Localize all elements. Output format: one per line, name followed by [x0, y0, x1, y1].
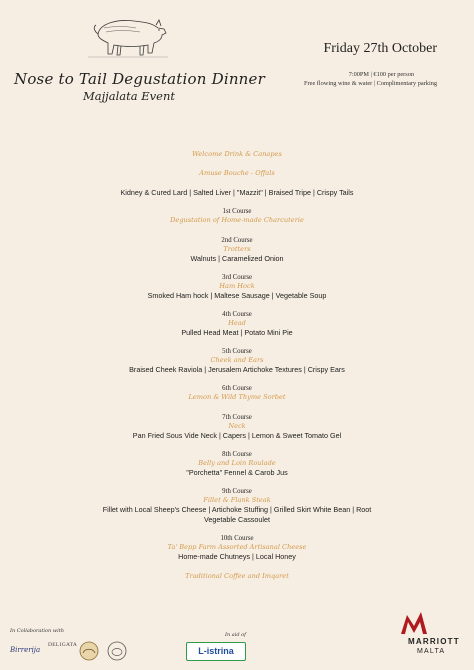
course-dish: Fillet with Local Sheep's Cheese | Artichoke Stuffing | Grilled Skirt White Bean | Root Vegetable Cassoulet	[102, 505, 372, 524]
welcome-drink: Welcome Drink & Canapes	[192, 150, 282, 158]
course-name: Head	[228, 319, 246, 327]
course	[0, 311, 474, 338]
aid-label: In aid of	[225, 632, 247, 638]
hotel-location: MALTA	[417, 648, 446, 655]
course	[0, 348, 474, 375]
course-name: Belly and Loin Roulade	[198, 459, 276, 467]
course-label: 4th Course	[222, 311, 252, 318]
course-label: 5th Course	[222, 348, 252, 355]
course-name: Cheek and Ears	[210, 356, 264, 364]
course-name: Trotters	[223, 245, 251, 253]
event-date: Friday 27th October	[323, 41, 437, 56]
pig-illustration	[82, 8, 174, 64]
amuse-title: Amuse Bouche - Offals	[199, 169, 275, 177]
partner-logo-round	[78, 640, 100, 662]
course	[0, 488, 474, 525]
course-dish: Home-made Chutneys | Local Honey	[178, 552, 296, 561]
menu	[0, 150, 474, 581]
istrina-logo: L-istrina	[186, 642, 246, 661]
partner-logos	[10, 638, 140, 668]
course	[0, 274, 474, 301]
course-label: 2nd Course	[221, 237, 253, 244]
course-dish: Pan Fried Sous Vide Neck | Capers | Lemon & Sweet Tomato Gel	[132, 431, 342, 440]
partner-logo-pig-badge	[106, 640, 128, 662]
amuse-dish: Kidney & Cured Lard | Salted Liver | "Mazzit" | Braised Tripe | Crispy Tails	[120, 188, 354, 197]
course-label: 6th Course	[222, 385, 252, 392]
course-name: Neck	[228, 422, 246, 430]
course	[0, 237, 474, 264]
course-name: Ham Hock	[219, 282, 255, 290]
course-dish: "Porchetta" Fennel & Carob Jus	[186, 468, 288, 477]
course	[0, 385, 474, 402]
course	[0, 208, 474, 225]
course-name: Degustation of Home-made Charcuterie	[170, 216, 304, 224]
course-dish: Braised Cheek Raviola | Jerusalem Artichoke Textures | Crispy Ears	[129, 365, 345, 374]
closing-course: Traditional Coffee and Imqaret	[185, 572, 289, 580]
hotel-name: MARRIOTT	[408, 637, 460, 646]
course	[0, 414, 474, 441]
collaboration-label: In Collaboration with	[10, 628, 64, 634]
course	[0, 451, 474, 478]
partner-logo-deligata: DELIGATA	[48, 642, 78, 648]
partner-logo-birrerija: Birrerija	[10, 646, 41, 654]
event-subtitle: Majjalata Event	[82, 89, 175, 103]
course	[0, 535, 474, 562]
course-label: 8th Course	[222, 451, 252, 458]
course-label: 9th Course	[222, 488, 252, 495]
extras-info: Free flowing wine & water | Complimentary parking	[304, 80, 437, 87]
course-label: 7th Course	[222, 414, 252, 421]
time-price: 7:00PM | €100 per person	[348, 71, 414, 78]
course-dish: Smoked Ham hock | Maltese Sausage | Vegetable Soup	[147, 291, 327, 300]
course-name: Lemon & Wild Thyme Sorbet	[188, 393, 286, 401]
course-label: 3rd Course	[221, 274, 252, 281]
course-label: 1st Course	[222, 208, 252, 215]
marriott-logo-icon	[399, 609, 429, 635]
course-dish: Pulled Head Meat | Potato Mini Pie	[181, 328, 293, 337]
course-label: 10th Course	[220, 535, 254, 542]
event-title: Nose to Tail Degustation Dinner	[14, 70, 265, 88]
course-name: Ta' Bepp Farm Assorted Artisanal Cheese	[167, 543, 307, 551]
course-name: Fillet & Flank Steak	[203, 496, 271, 504]
course-dish: Walnuts | Caramelized Onion	[190, 254, 284, 263]
